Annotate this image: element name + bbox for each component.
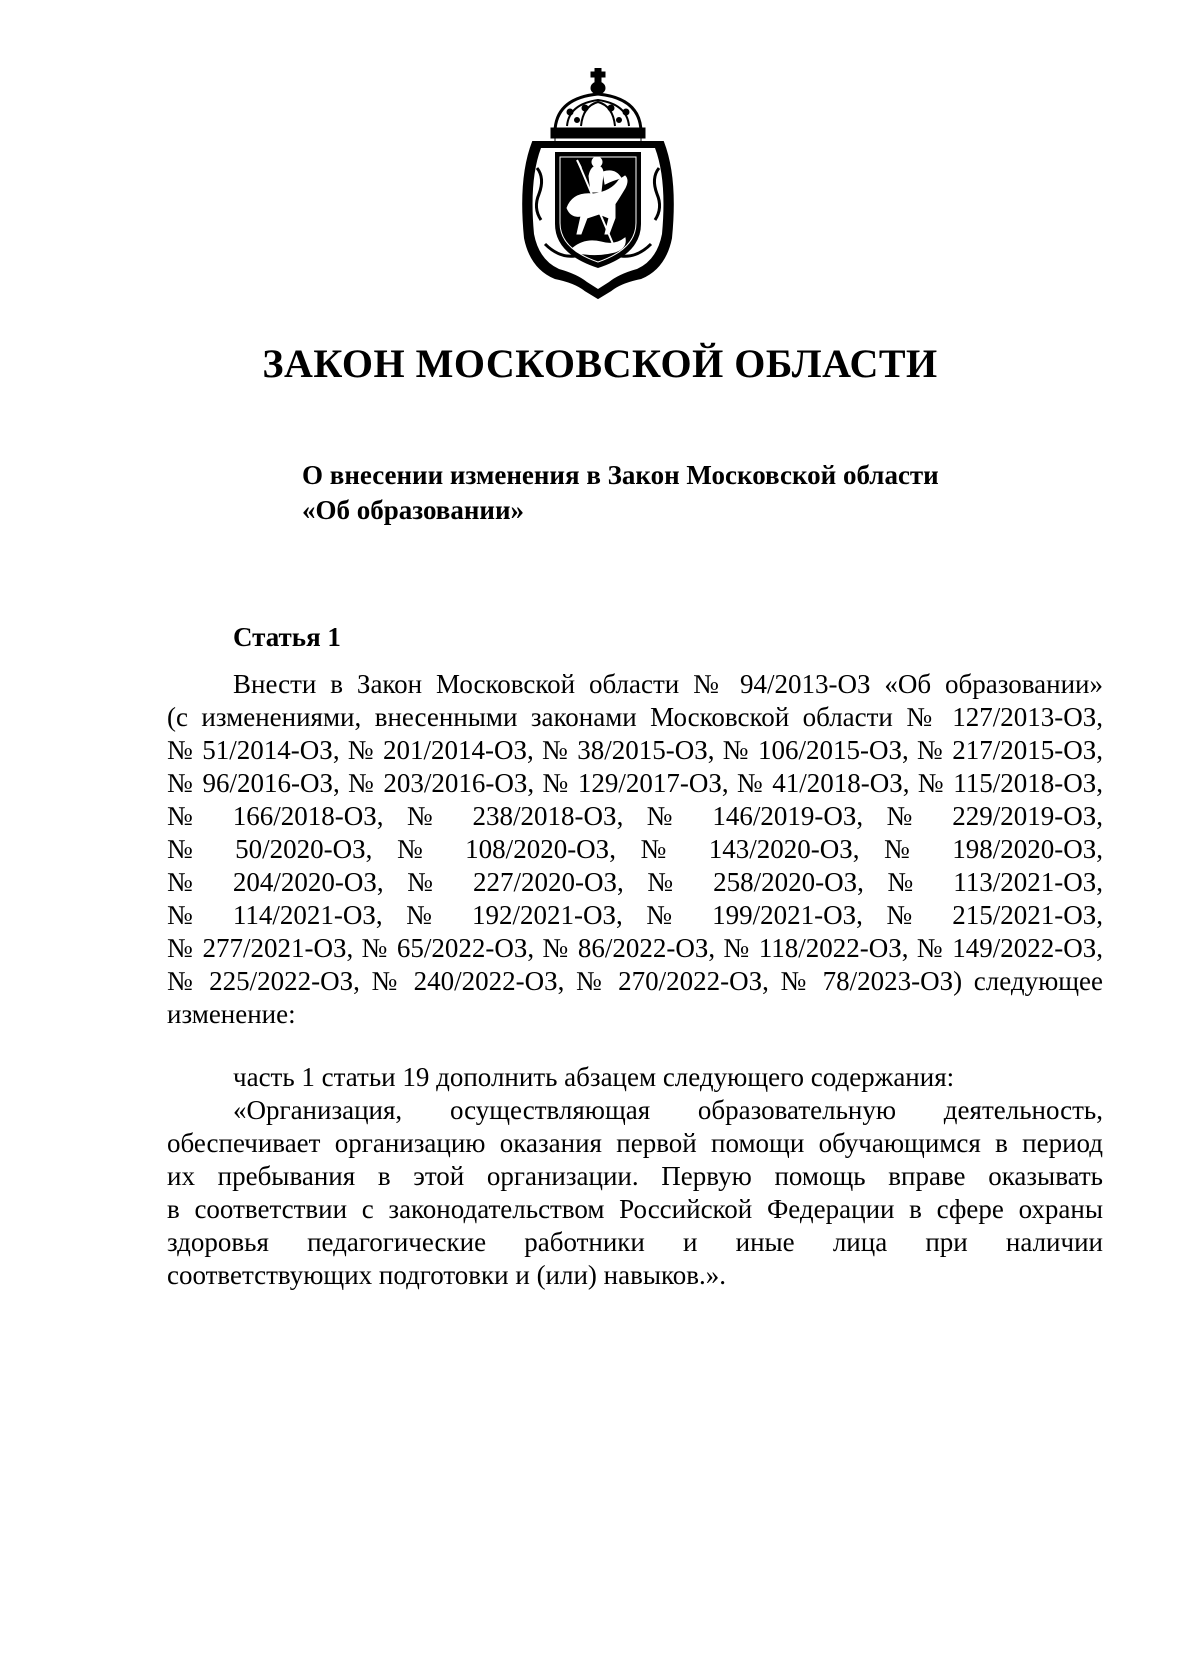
amendment-line: в соответствии с законодательством Российской Федерации в сфере охраны — [167, 1194, 1103, 1224]
law-subject — [302, 458, 1002, 528]
coat-of-arms-icon — [515, 68, 681, 300]
body-line: (с изменениями, внесенными законами Московской области № 127/2013-ОЗ, — [167, 702, 1103, 732]
law-title: ЗАКОН МОСКОВСКОЙ ОБЛАСТИ — [262, 341, 938, 386]
body-line: № 277/2021-ОЗ, № 65/2022-ОЗ, № 86/2022-ОЗ, № 118/2022-ОЗ, № 149/2022-ОЗ, — [167, 933, 1103, 963]
amendment-line: соответствующих подготовки и (или) навыков.». — [167, 1260, 726, 1290]
amendment-line: их пребывания в этой организации. Первую помощь вправе оказывать — [167, 1161, 1103, 1191]
body-line: № 225/2022-ОЗ, № 240/2022-ОЗ, № 270/2022-ОЗ, № 78/2023-ОЗ) следующее — [167, 966, 1103, 996]
body-line: № 114/2021-ОЗ, № 192/2021-ОЗ, № 199/2021-ОЗ, № 215/2021-ОЗ, — [167, 900, 1103, 930]
body-line: изменение: — [167, 999, 296, 1029]
body-line: № 50/2020-ОЗ, № 108/2020-ОЗ, № 143/2020-ОЗ, № 198/2020-ОЗ, — [167, 834, 1103, 864]
body-line: Внести в Закон Московской области № 94/2013-ОЗ «Об образовании» — [233, 669, 1103, 699]
body-line: № 166/2018-ОЗ, № 238/2018-ОЗ, № 146/2019-ОЗ, № 229/2019-ОЗ, — [167, 801, 1103, 831]
article-heading: Статья 1 — [233, 622, 341, 652]
law-subject-line: «Об образовании» — [302, 495, 525, 525]
amendment-line: здоровья педагогические работники и иные лица при наличии — [167, 1227, 1103, 1257]
amendment-intro: часть 1 статьи 19 дополнить абзацем следующего содержания: — [233, 1062, 955, 1092]
body-line: № 51/2014-ОЗ, № 201/2014-ОЗ, № 38/2015-ОЗ, № 106/2015-ОЗ, № 217/2015-ОЗ, — [167, 735, 1103, 765]
body-line: № 96/2016-ОЗ, № 203/2016-ОЗ, № 129/2017-ОЗ, № 41/2018-ОЗ, № 115/2018-ОЗ, — [167, 768, 1103, 798]
amendment-line: обеспечивает организацию оказания первой помощи обучающимся в период — [167, 1128, 1103, 1158]
law-subject-line: О внесении изменения в Закон Московской области — [302, 460, 939, 490]
amendment-line: «Организация, осуществляющая образовательную деятельность, — [233, 1095, 1103, 1125]
body-line: № 204/2020-ОЗ, № 227/2020-ОЗ, № 258/2020-ОЗ, № 113/2021-ОЗ, — [167, 867, 1103, 897]
